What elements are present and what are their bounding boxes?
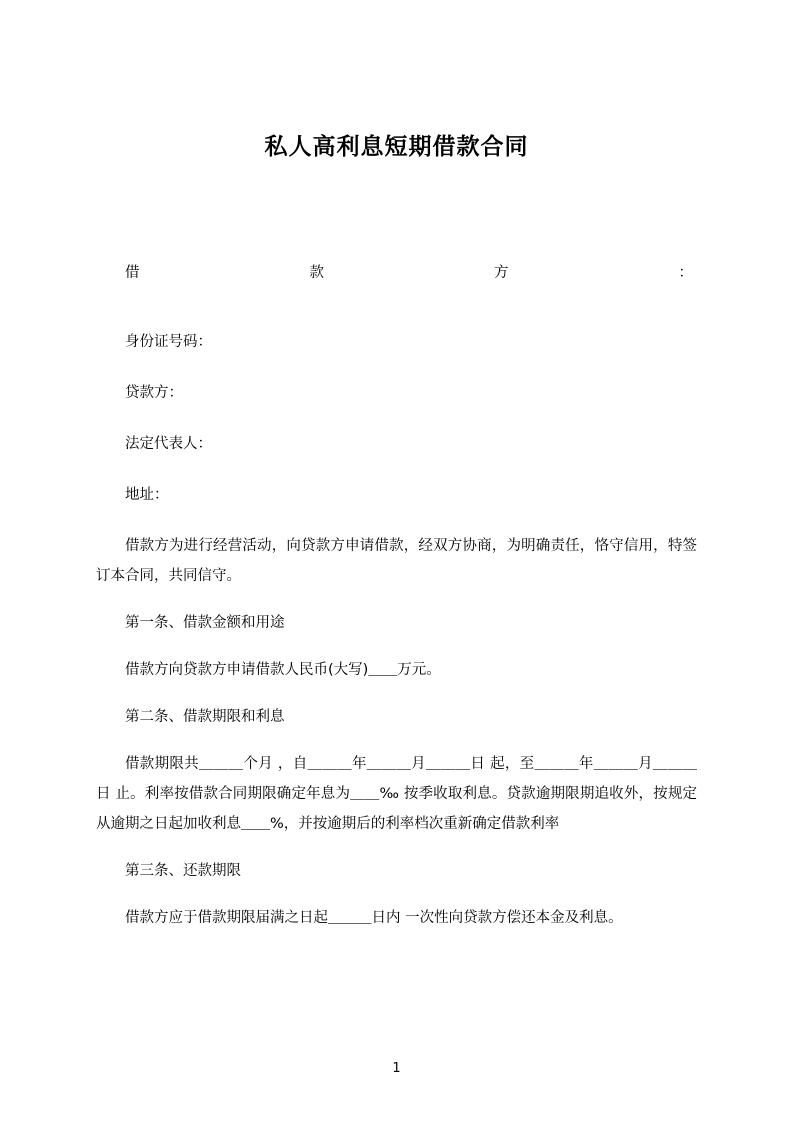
borrower-party-line (96, 259, 697, 288)
lender-field: 贷款方： (125, 384, 183, 401)
id-number-field: 身份证号码： (125, 333, 212, 350)
article-3-body: 借款方应于借款期限届满之日起＿＿＿日内 一次性向贷款方偿还本金及利息。 (125, 910, 623, 927)
borrower-label-part3: 方 (494, 264, 509, 281)
borrower-label-part1: 借 (125, 264, 140, 281)
document-body (0, 259, 793, 934)
page-number: 1 (392, 1061, 401, 1076)
page-title: 私人高利息短期借款合同 (264, 134, 529, 160)
borrower-label-part2: 款 (309, 264, 324, 281)
article-1-heading: 第一条、借款金额和用途 (125, 615, 285, 632)
address-field: 地址： (125, 486, 169, 503)
article-2-heading: 第二条、借款期限和利息 (125, 709, 285, 726)
spacer (96, 310, 697, 328)
legal-representative-field: 法定代表人： (125, 435, 212, 452)
article-2-body: 借款期限共＿＿＿个月 ，自＿＿＿年＿＿＿月＿＿＿日 起，至＿＿＿年＿＿＿月＿＿＿日 止。利率按借款合同期限确定年息为＿＿‰ 按季收取利息。贷款逾期限期追收外，按规定从逾期之日起加收利息＿＿%，并按逾期后的利率档次重新确定借款利率 (96, 756, 697, 832)
article-1-body: 借款方向贷款方申请借款人民币(大写)＿＿万元。 (125, 662, 441, 679)
preamble-paragraph: 借款方为进行经营活动，向贷款方申请借款，经双方协商，为明确责任，恪守信用，特签订本合同，共同信守。 (96, 537, 697, 584)
borrower-colon: ： (678, 264, 693, 281)
article-3-heading: 第三条、还款期限 (125, 863, 241, 880)
